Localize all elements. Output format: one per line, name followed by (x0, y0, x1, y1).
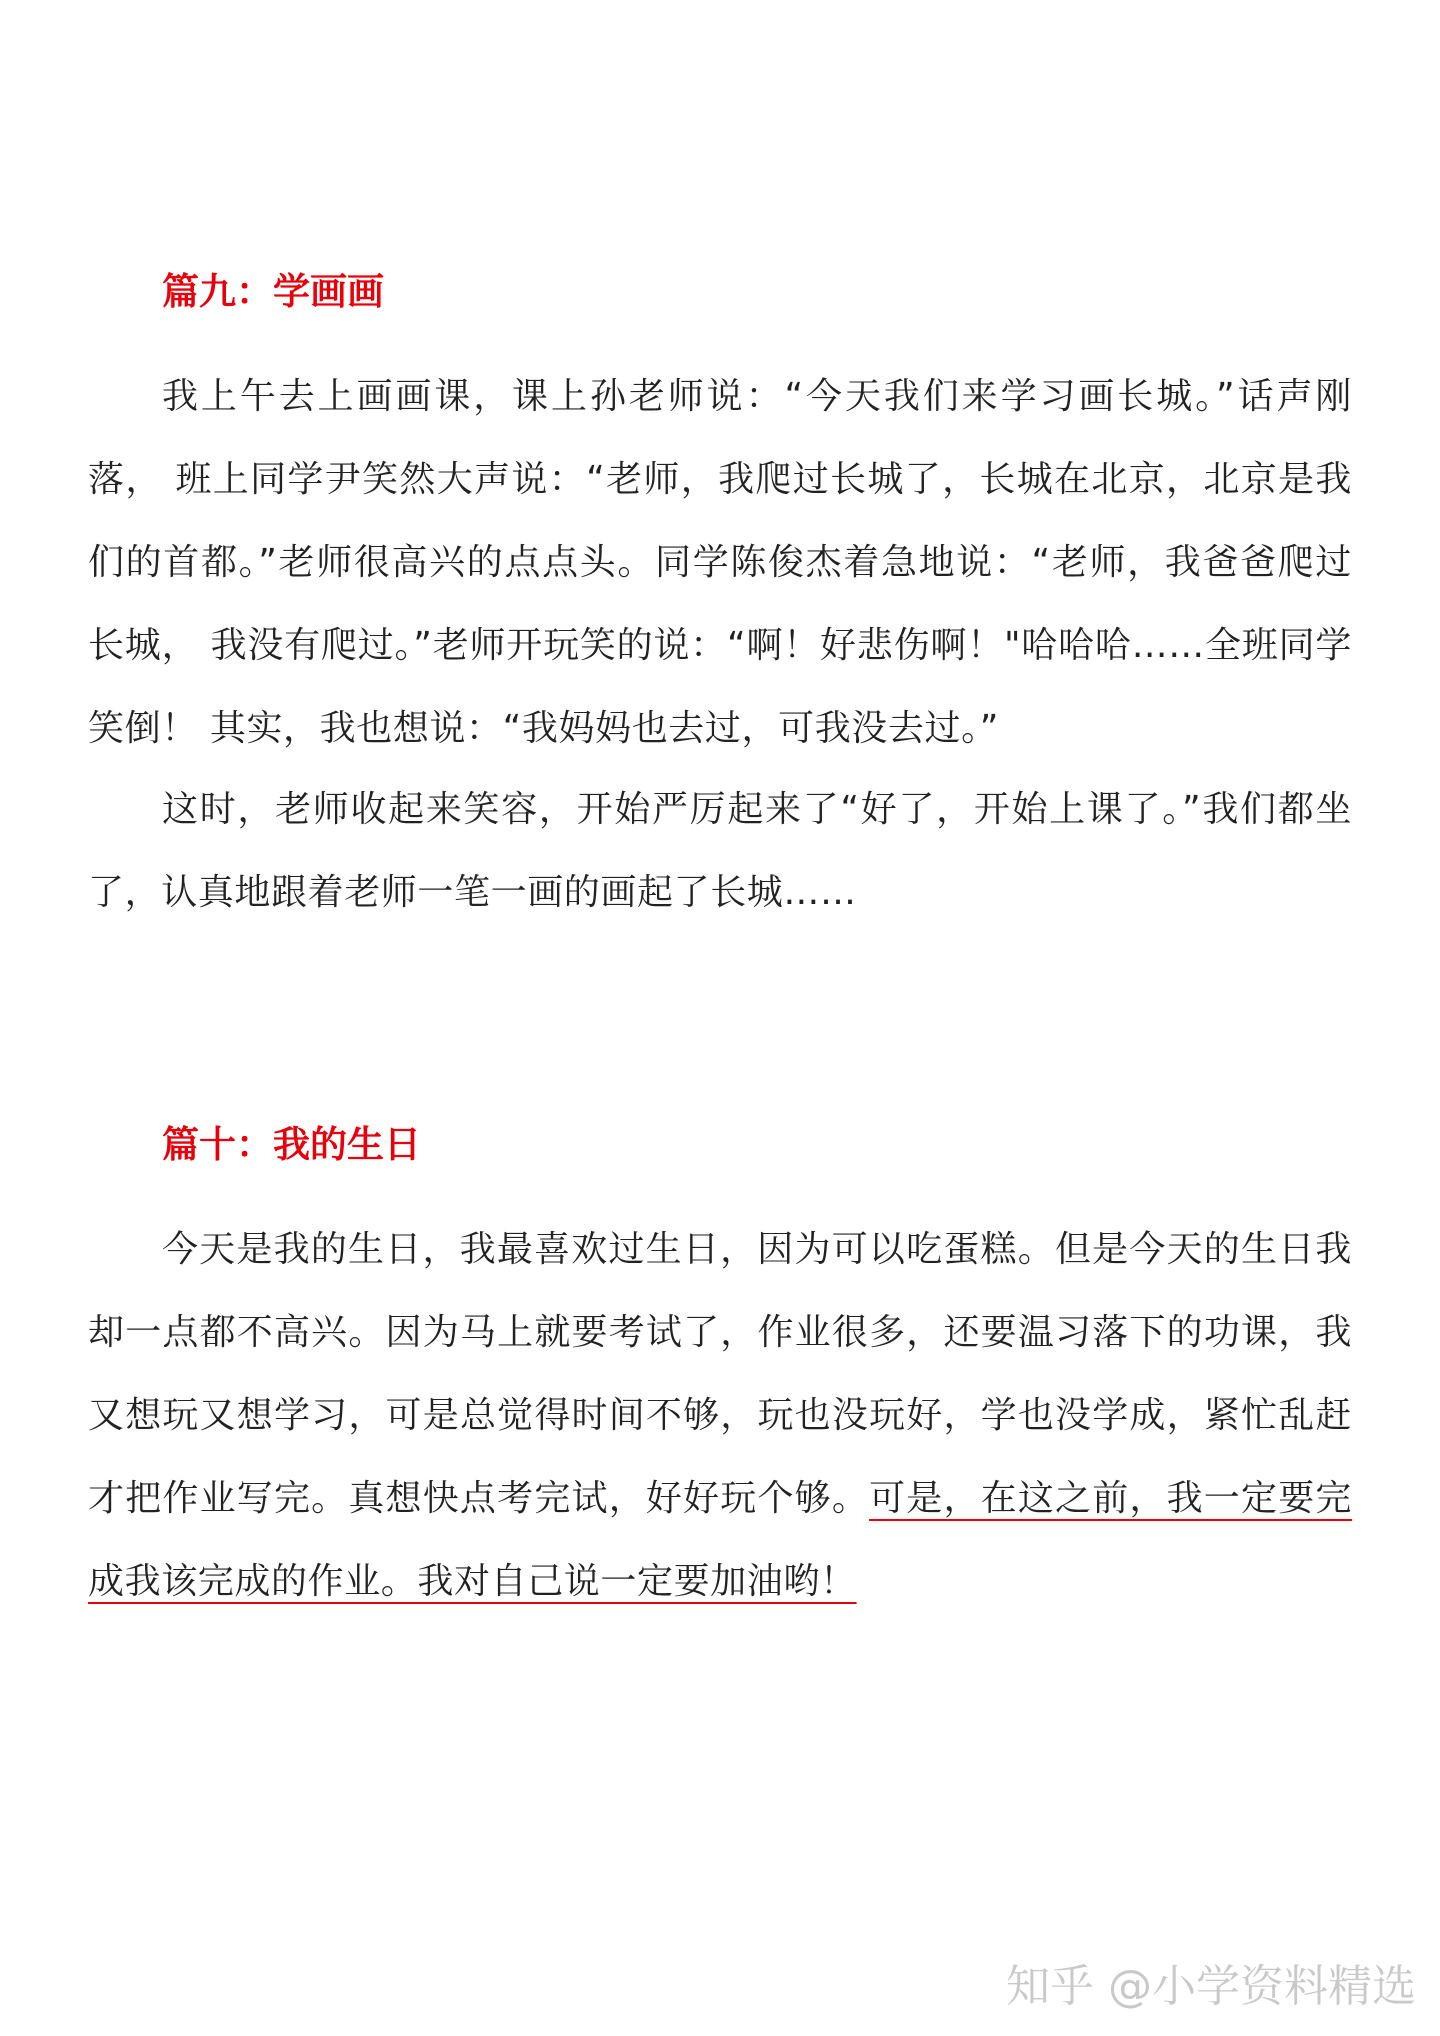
story-10-paragraph-1 (88, 1208, 1352, 1623)
story-10-underlined-sentence: 可是，在这之前，我一定要完成我该完成的作业。我对自己说一定要加油哟！ (88, 1478, 1352, 1602)
story-9-paragraph-1: 我上午去上画画课，课上孙老师说：“今天我们来学习画长城。”话声刚落， 班上同学尹笑然大声说：“老师，我爬过长城了，长城在北京，北京是我们的首都。”老师很高兴的点点头。同学陈俊杰着急地说：“老师，我爸爸爬过长城， 我没有爬过。”老师开玩笑的说：“啊！好悲伤啊！"哈哈哈……全班同学笑倒！ 其实，我也想说：“我妈妈也去过，可我没去过。” (88, 376, 1352, 749)
zhihu-watermark: 知乎 @小学资料精选 (1006, 1961, 1416, 2012)
story-10-title: 篇十：我的生日 (162, 1123, 421, 1166)
story-9-title: 篇九：学画画 (162, 270, 384, 313)
story-10-paragraph-text: 今天是我的生日，我最喜欢过生日，因为可以吃蛋糕。但是今天的生日我却一点都不高兴。因为马上就要考试了，作业很多，还要温习落下的功课，我又想玩又想学习，可是总觉得时间不够，玩也没玩好，学也没学成，紧忙乱赶才把作业写完。真想快点考完试，好好玩个够。 (88, 1229, 1352, 1519)
story-9-paragraph-2: 这时，老师收起来笑容，开始严厉起来了“好了，开始上课了。”我们都坐了，认真地跟着老师一笔一画的画起了长城…… (88, 789, 1352, 913)
